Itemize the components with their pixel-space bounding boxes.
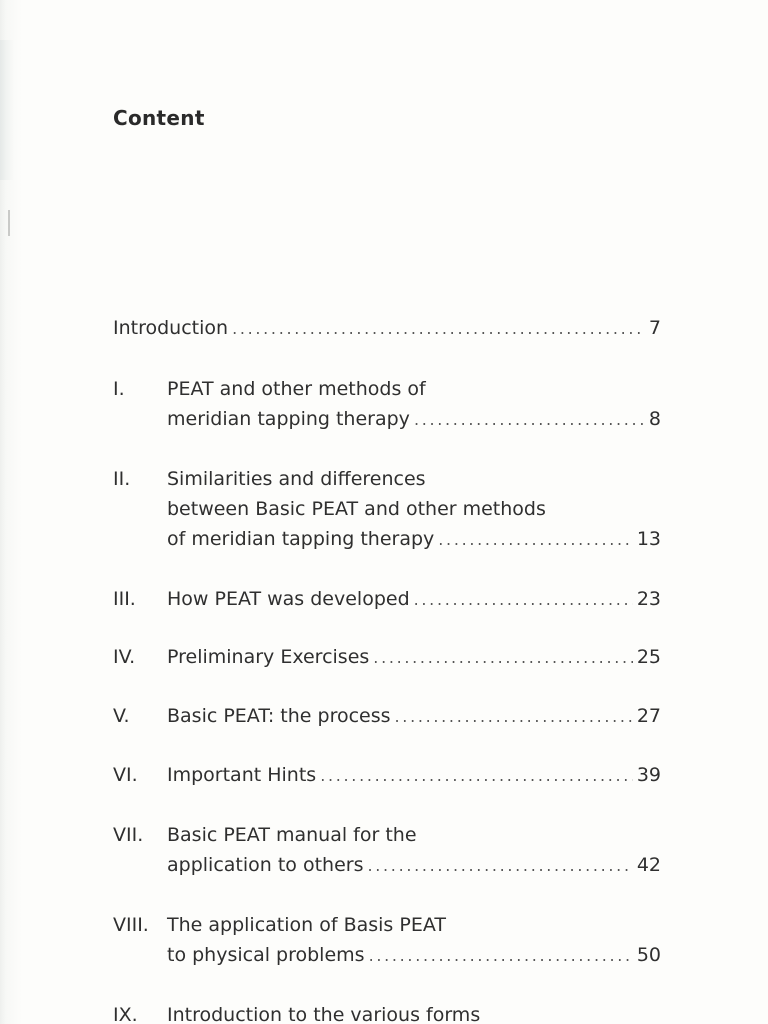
toc-entry-title: The application of Basis PEAT [167,914,446,936]
page-title: Content [113,106,205,130]
dot-leader [320,761,633,791]
toc-page-number: 27 [636,705,661,727]
toc-entry-title: Important Hints [167,764,317,786]
toc-entry-title: of meridian tapping therapy [167,528,435,550]
toc-page-number: 8 [648,408,661,430]
dot-leader [373,643,633,673]
dot-leader [232,314,645,344]
toc-page-number: 13 [636,528,661,550]
toc-chapter-number: IV. [113,646,136,668]
toc-chapter-number: I. [113,378,125,400]
toc-page-number: 7 [648,317,661,339]
toc-entry-title: Similarities and differences [167,468,426,490]
toc-chapter-number: V. [113,705,130,727]
dot-leader [369,941,633,971]
toc-entry-title: Basic PEAT manual for the [167,824,417,846]
dot-leader [414,405,645,435]
toc-page-number: 25 [636,646,661,668]
toc-entry-title: Basic PEAT: the process [167,705,391,727]
toc-chapter-number: VI. [113,764,138,786]
toc-entry-title: application to others [167,854,364,876]
toc-entry-title: between Basic PEAT and other methods [167,498,546,520]
toc-entry-title: Introduction [113,317,229,339]
toc-chapter-number: II. [113,468,131,490]
toc-entry-title: PEAT and other methods of [167,378,426,400]
toc-page-number: 50 [636,944,661,966]
toc-chapter-number: VIII. [113,914,149,936]
dot-leader [395,702,633,732]
toc-page-number: 39 [636,764,661,786]
toc-chapter-number: IX. [113,1004,138,1024]
toc-chapter-number: III. [113,588,136,610]
dot-leader [438,525,633,555]
dot-leader [367,851,632,881]
toc-page-number: 23 [636,588,661,610]
toc-entry-title: Introduction to the various forms [167,1004,481,1024]
toc-entry-title: How PEAT was developed [167,588,410,610]
toc-entry-title: to physical problems [167,944,365,966]
toc-chapter-number: VII. [113,824,144,846]
toc-entry-title: meridian tapping therapy [167,408,410,430]
toc-page-number: 42 [636,854,661,876]
dot-leader [414,585,633,615]
toc-entry-title: Preliminary Exercises [167,646,370,668]
